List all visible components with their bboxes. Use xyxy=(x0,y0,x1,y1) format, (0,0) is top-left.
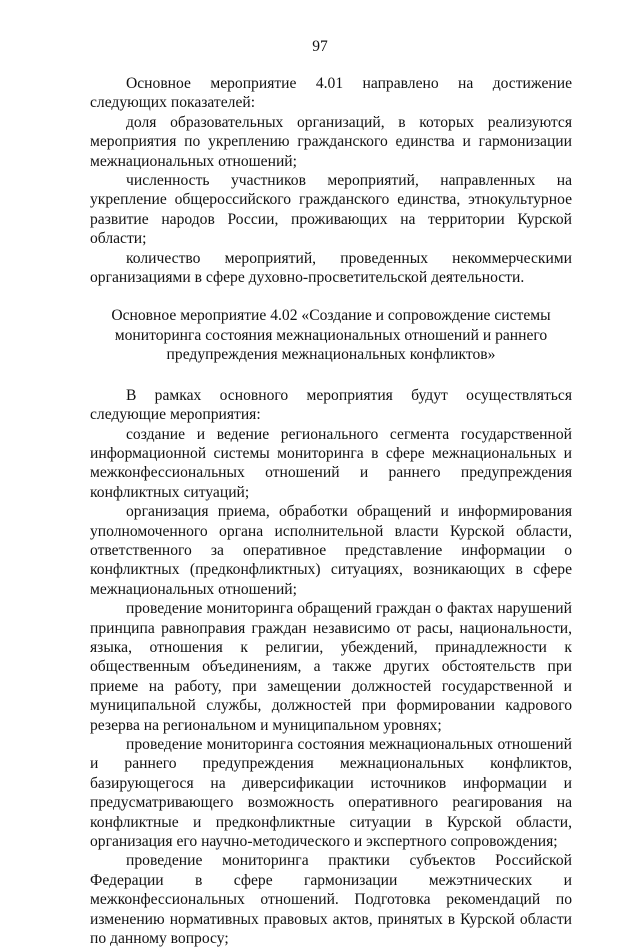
paragraph-measures-intro: В рамках основного мероприятия будут осуществляться следующие мероприятия: xyxy=(90,386,572,424)
page-number: 97 xyxy=(312,38,328,55)
paragraph-measure-discrimination-monitoring: проведение мониторинга обращений граждан о фактах нарушений принципа равноправия граждан независимо от расы, национальности, языка, отношения к религии, убеждений, принадлежности к общественным объединениям, а также других обстоятельств при приеме на работу, при замещении должностей государственной и муниципальной службы, должностей при формировании кадрового резерва на региональном и муниципальном уровнях; xyxy=(90,600,572,734)
paragraph-measure-appeals: организация приема, обработки обращений и информирования уполномоченного органа исполнительной власти Курской области, ответственного за оперативное представление информации о конфликтных (предконфликтных) ситуациях, возникающих в сфере межнациональных отношений; xyxy=(90,503,572,598)
section-heading: Основное мероприятие 4.02 «Создание и сопровождение системы мониторинга состояния межнациональных отношений и раннего предупреждения межнациональных конфликтов» xyxy=(111,307,551,364)
document-body xyxy=(90,74,572,948)
paragraph-measure-info-system: создание и ведение регионального сегмента государственной информационной системы мониторинга в сфере межнациональных и межконфессиональных отношений и раннего предупреждения конфликтных ситуаций; xyxy=(90,425,572,501)
paragraph-indicator-organizations: доля образовательных организаций, в которых реализуются мероприятия по укреплению гражданского единства и гармонизации межнациональных отношений; xyxy=(90,113,572,170)
paragraph-measure-practice-monitoring: проведение мониторинга практики субъектов Российской Федерации в сфере гармонизации межэтнических и межконфессиональных отношений. Подготовка рекомендаций по изменению нормативных правовых актов, принятых в Курской области по данному вопросу; xyxy=(90,852,572,948)
paragraph-indicator-events: количество мероприятий, проведенных некоммерческими организациями в сфере духовно-просветительской деятельности. xyxy=(90,249,572,287)
paragraph-measure-early-warning: проведение мониторинга состояния межнациональных отношений и раннего предупреждения межнациональных конфликтов, базирующегося на диверсификации источников информации и предусматривающего возможность оперативного реагирования на конфликтные и предконфликтные ситуации в Курской области, организация его научно-методического и экспертного сопровождения; xyxy=(90,736,572,851)
paragraph-goal-intro: Основное мероприятие 4.01 направлено на достижение следующих показателей: xyxy=(90,75,572,112)
paragraph-indicator-participants: численность участников мероприятий, направленных на укрепление общероссийского гражданского единства, этнокультурное развитие народов России, проживающих на территории Курской области; xyxy=(90,172,572,248)
